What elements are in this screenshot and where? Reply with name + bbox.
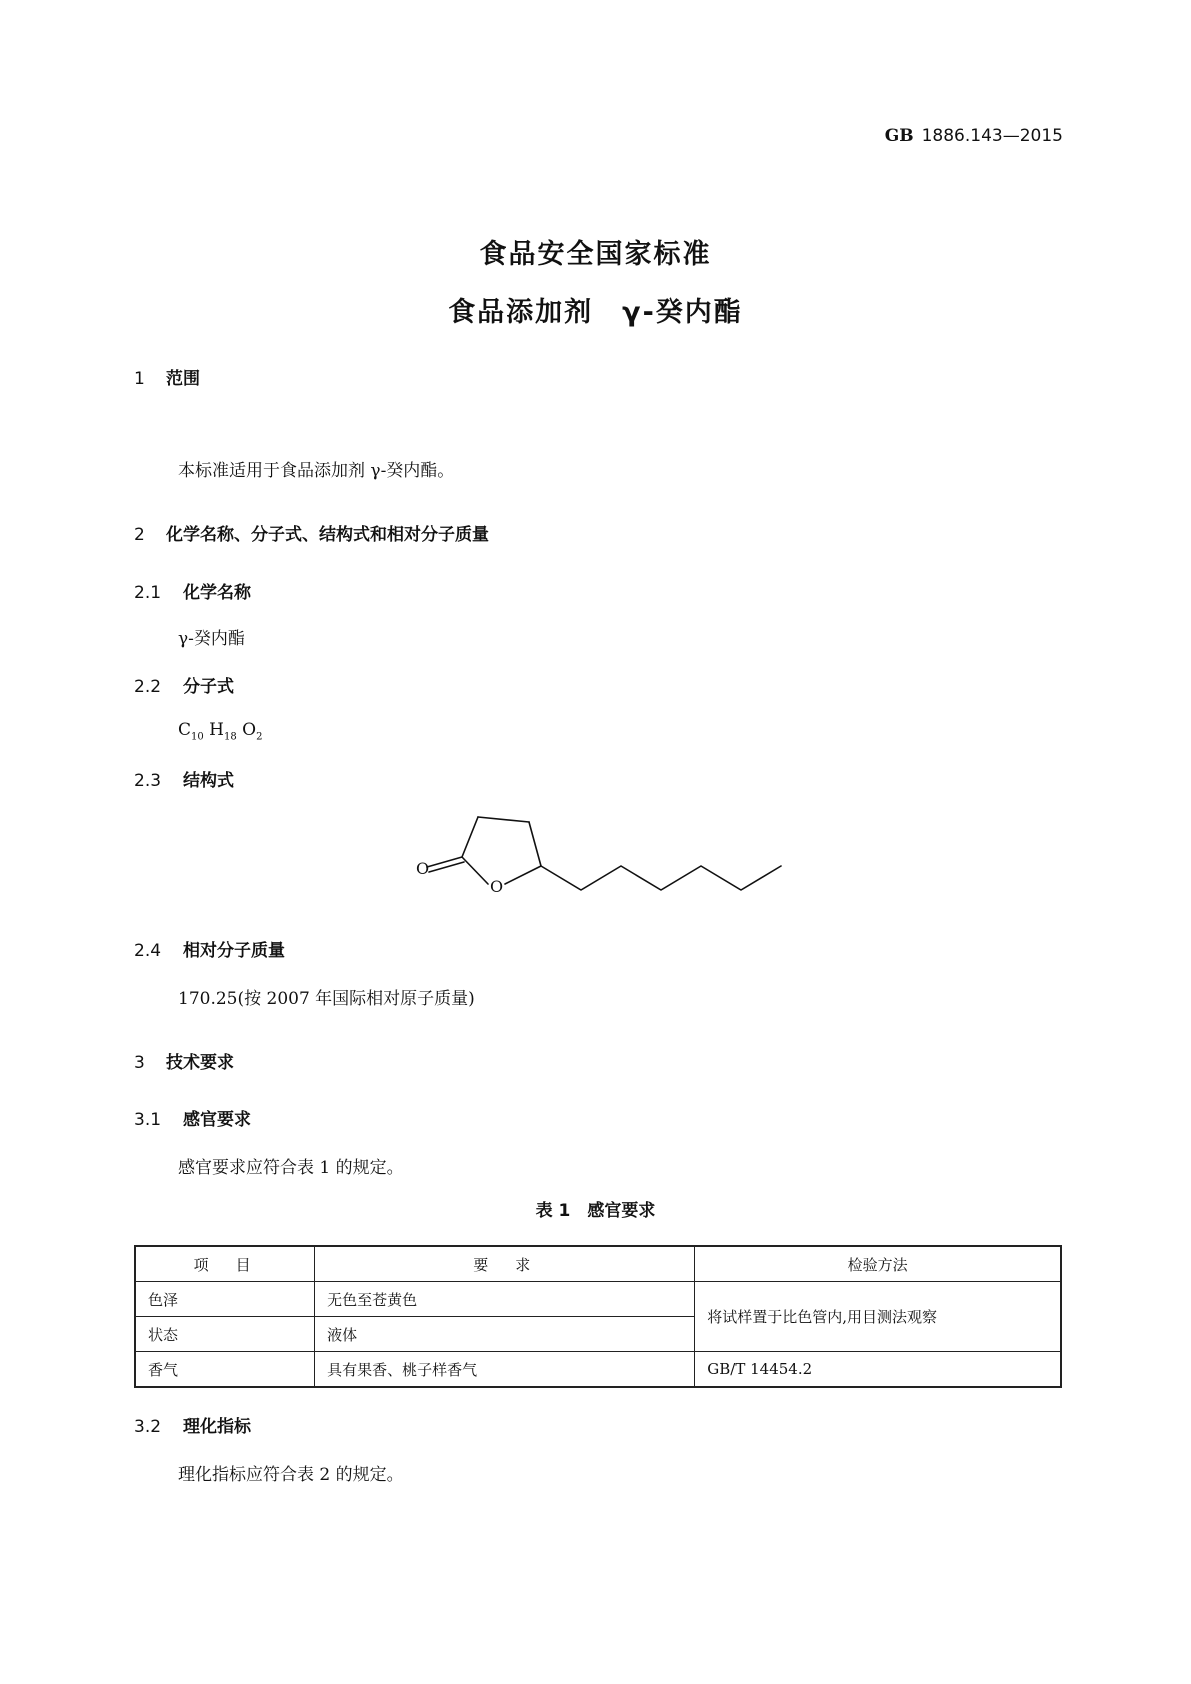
standard-subtitle: 食品添加剂 γ-癸内酯	[448, 297, 743, 328]
table-row	[135, 1352, 1061, 1388]
row-item: 香气	[135, 1352, 315, 1388]
row-item: 色泽	[135, 1282, 315, 1317]
ring-bond	[462, 817, 478, 857]
carbonyl-bond	[429, 862, 464, 872]
row-item: 状态	[135, 1317, 315, 1352]
molecular-formula: $C_{10}$ $H_{18}$ $O_2$	[178, 720, 263, 743]
carbonyl-bond	[427, 857, 462, 867]
section-3-1-heading: 3.1 感官要求	[134, 1110, 251, 1130]
section-3-heading: 3 技术要求	[134, 1053, 234, 1073]
section-3-2-heading: 3.2 理化指标	[134, 1417, 251, 1437]
header-item: 项 目	[135, 1246, 315, 1282]
section-2-4-heading: 2.4 相对分子质量	[134, 941, 285, 961]
table-header-row	[135, 1246, 1061, 1282]
ring-bond	[505, 866, 541, 884]
section-3-1-text: 感官要求应符合表 1 的规定。	[178, 1158, 404, 1178]
row-requirement: 液体	[315, 1317, 695, 1352]
document-code	[885, 126, 1063, 146]
standard-title: 食品安全国家标准	[479, 239, 712, 270]
table-row	[135, 1282, 1061, 1317]
structural-formula-diagram	[400, 800, 800, 910]
molecular-mass: 170.25(按 2007 年国际相对原子质量)	[178, 989, 475, 1009]
section-2-3-heading: 2.3 结构式	[134, 771, 234, 791]
doc-prefix: GB	[884, 126, 914, 146]
ring-bond	[529, 822, 541, 866]
hexyl-chain	[541, 866, 781, 890]
section-2-2-heading: 2.2 分子式	[134, 677, 234, 697]
row-requirement: 无色至苍黄色	[315, 1282, 695, 1317]
row-requirement: 具有果香、桃子样香气	[315, 1352, 695, 1388]
doc-number: 1886.143—2015	[921, 126, 1063, 146]
table-1-caption: 表 1 感官要求	[535, 1201, 656, 1221]
section-1-text: 本标准适用于食品添加剂 γ-癸内酯。	[178, 461, 455, 481]
section-3-2-text: 理化指标应符合表 2 的规定。	[178, 1465, 404, 1485]
carbonyl-oxygen-label: O	[416, 859, 430, 878]
section-2-1-heading: 2.1 化学名称	[134, 583, 251, 603]
section-2-heading: 2 化学名称、分子式、结构式和相对分子质量	[134, 525, 489, 545]
header-method: 检验方法	[695, 1246, 1061, 1282]
merged-method-cell: 将试样置于比色管内,用目测法观察	[695, 1282, 1061, 1352]
header-requirement: 要 求	[315, 1246, 695, 1282]
chemical-name: γ-癸内酯	[178, 629, 245, 649]
row-method: GB/T 14454.2	[695, 1352, 1061, 1388]
ring-oxygen-label: O	[490, 877, 504, 896]
ring-bond	[478, 817, 529, 822]
ring-bond	[462, 857, 488, 884]
sensory-requirements-table	[134, 1245, 1062, 1388]
section-1-heading: 1 范围	[134, 369, 200, 389]
